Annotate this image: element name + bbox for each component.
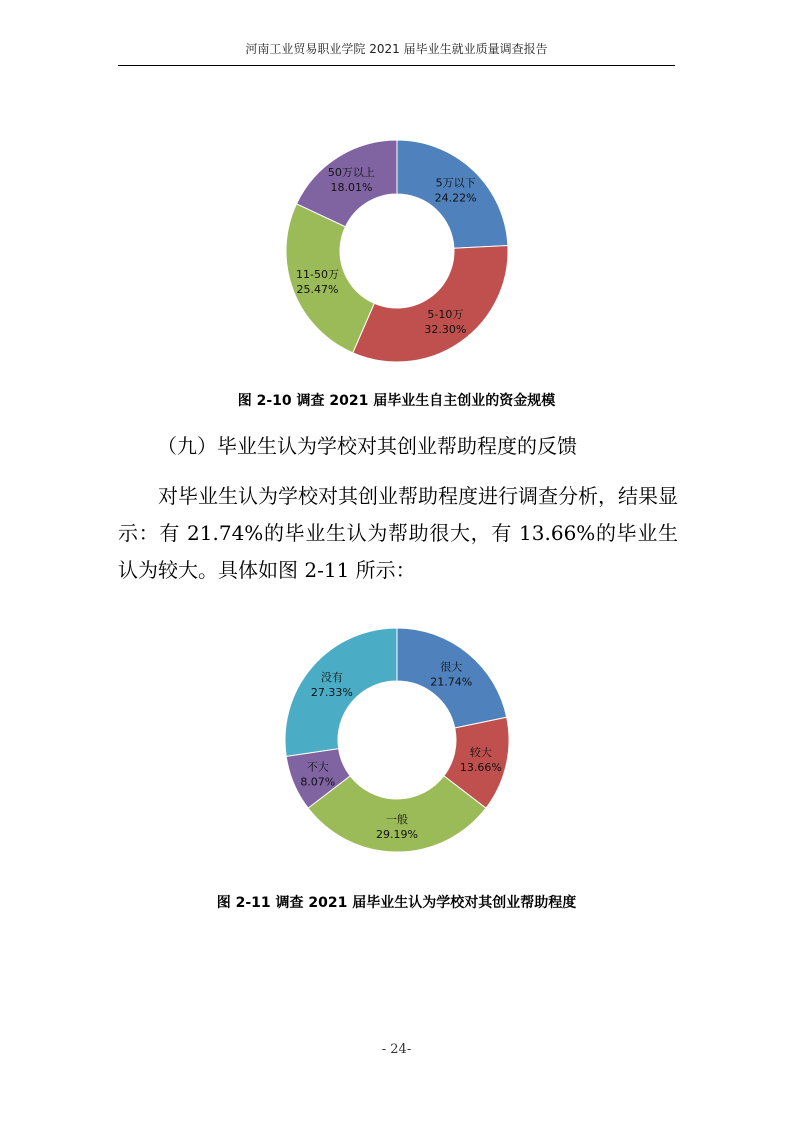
chart1-value-label-3: 18.01% xyxy=(330,181,373,195)
chart1-slice-1 xyxy=(353,246,508,362)
chart1-category-label-3: 50万以上 xyxy=(327,166,375,180)
chart2-value-label-1: 13.66% xyxy=(459,761,502,775)
chart2-category-label-2: 一般 xyxy=(386,813,408,826)
chart1-value-label-1: 32.30% xyxy=(424,322,467,336)
figure-2-11-caption: 图 2-11 调查 2021 届毕业生认为学校对其创业帮助程度 xyxy=(216,895,577,911)
body-paragraph: 对毕业生认为学校对其创业帮助程度进行调查分析，结果显示：有 21.74%的毕业生认为帮助很大，有 13.66%的毕业生认为较大。具体如图 2-11 所示： xyxy=(118,484,678,582)
page-number: - 24- xyxy=(381,1042,412,1057)
help-degree-donut-svg xyxy=(0,626,793,858)
funding-scale-donut-svg xyxy=(0,138,793,364)
chart2-category-label-3: 不大 xyxy=(306,760,329,774)
chart2-value-label-0: 21.74% xyxy=(430,675,473,689)
figure-2-10-caption: 图 2-10 调查 2021 届毕业生自主创业的资金规模 xyxy=(237,393,556,409)
section-heading: （九）毕业生认为学校对其创业帮助程度的反馈 xyxy=(157,434,577,458)
chart2-category-label-1: 较大 xyxy=(469,746,492,760)
header-rule xyxy=(118,65,675,66)
chart1-category-label-2: 11-50万 xyxy=(295,268,339,282)
chart2-value-label-4: 27.33% xyxy=(310,685,353,699)
chart2-value-label-3: 8.07% xyxy=(300,775,336,789)
chart1-category-label-1: 5-10万 xyxy=(427,307,464,321)
chart1-category-label-0: 5万以下 xyxy=(435,176,476,190)
help-degree-donut-chart xyxy=(0,626,793,858)
funding-scale-donut-chart xyxy=(0,138,793,364)
chart1-value-label-0: 24.22% xyxy=(434,191,477,205)
page-header: 河南工业贸易职业学院 2021 届毕业生就业质量调查报告 xyxy=(245,42,548,56)
chart1-value-label-2: 25.47% xyxy=(296,283,339,297)
chart2-category-label-0: 很大 xyxy=(440,660,463,674)
chart2-category-label-4: 没有 xyxy=(320,670,343,684)
chart2-value-label-2: 29.19% xyxy=(376,828,418,841)
